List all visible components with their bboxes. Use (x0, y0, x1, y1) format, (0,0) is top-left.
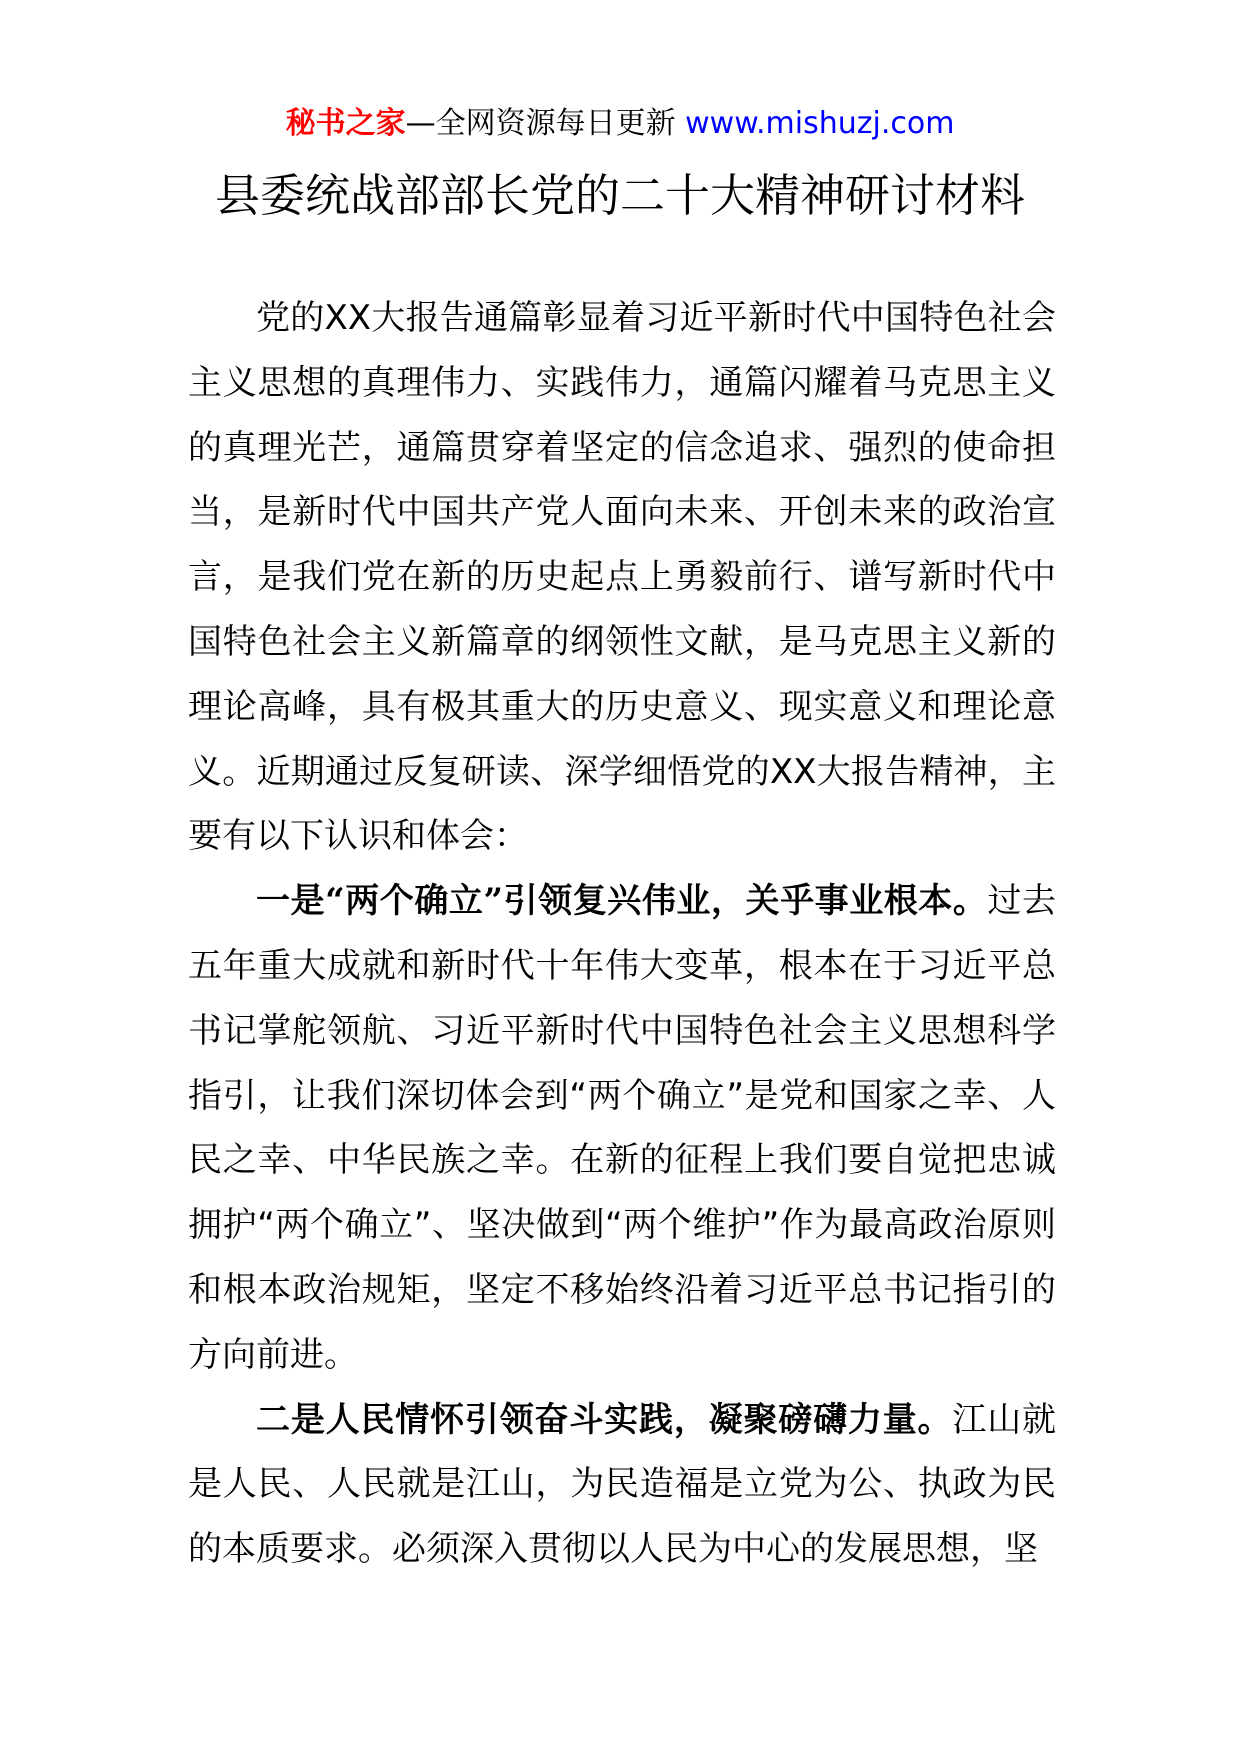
paragraph (188, 1388, 1056, 1582)
paragraph-lead: 一是“两个确立”引领复兴伟业，关乎事业根本。 (256, 881, 988, 922)
site-tagline: —全网资源每日更新 (405, 106, 676, 141)
paragraph-text: 党的XX大报告通篇彰显着习近平新时代中国特色社会主义思想的真理伟力、实践伟力，通篇闪耀着马克思主义的真理光芒，通篇贯穿着坚定的信念追求、强烈的使命担当，是新时代中国共产党人面向未来、开创未来的政治宣言，是我们党在新的历史起点上勇毅前行、谱写新时代中国特色社会主义新篇章的纲领性文献，是马克思主义新的理论高峰，具有极其重大的历史意义、现实意义和理论意义。近期通过反复研读、深学细悟党的XX大报告精神，主要有以下认识和体会： (188, 298, 1056, 857)
document-body (188, 286, 1056, 1582)
paragraph-lead: 二是人民情怀引领奋斗实践，凝聚磅礴力量。 (256, 1399, 953, 1440)
paragraph (188, 286, 1056, 869)
paragraph-text: 过去五年重大成就和新时代十年伟大变革，根本在于习近平总书记掌舵领航、习近平新时代中国特色社会主义思想科学指引，让我们深切体会到“两个确立”是党和国家之幸、人民之幸、中华民族之幸。在新的征程上我们要自觉把忠诚拥护“两个确立”、坚决做到“两个维护”作为最高政治原则和根本政治规矩，坚定不移始终沿着习近平总书记指引的方向前进。 (188, 881, 1056, 1375)
paragraph-text: 江山就是人民、人民就是江山，为民造福是立党为公、执政为民的本质要求。必须深入贯彻以人民为中心的发展思想，坚 (188, 1399, 1057, 1570)
site-brand: 秘书之家 (285, 106, 406, 141)
site-header (0, 104, 1240, 144)
document-title: 县委统战部部长党的二十大精神研讨材料 (214, 169, 1025, 222)
site-url[interactable]: www.mishuzj.com (685, 106, 955, 141)
paragraph (188, 869, 1056, 1387)
